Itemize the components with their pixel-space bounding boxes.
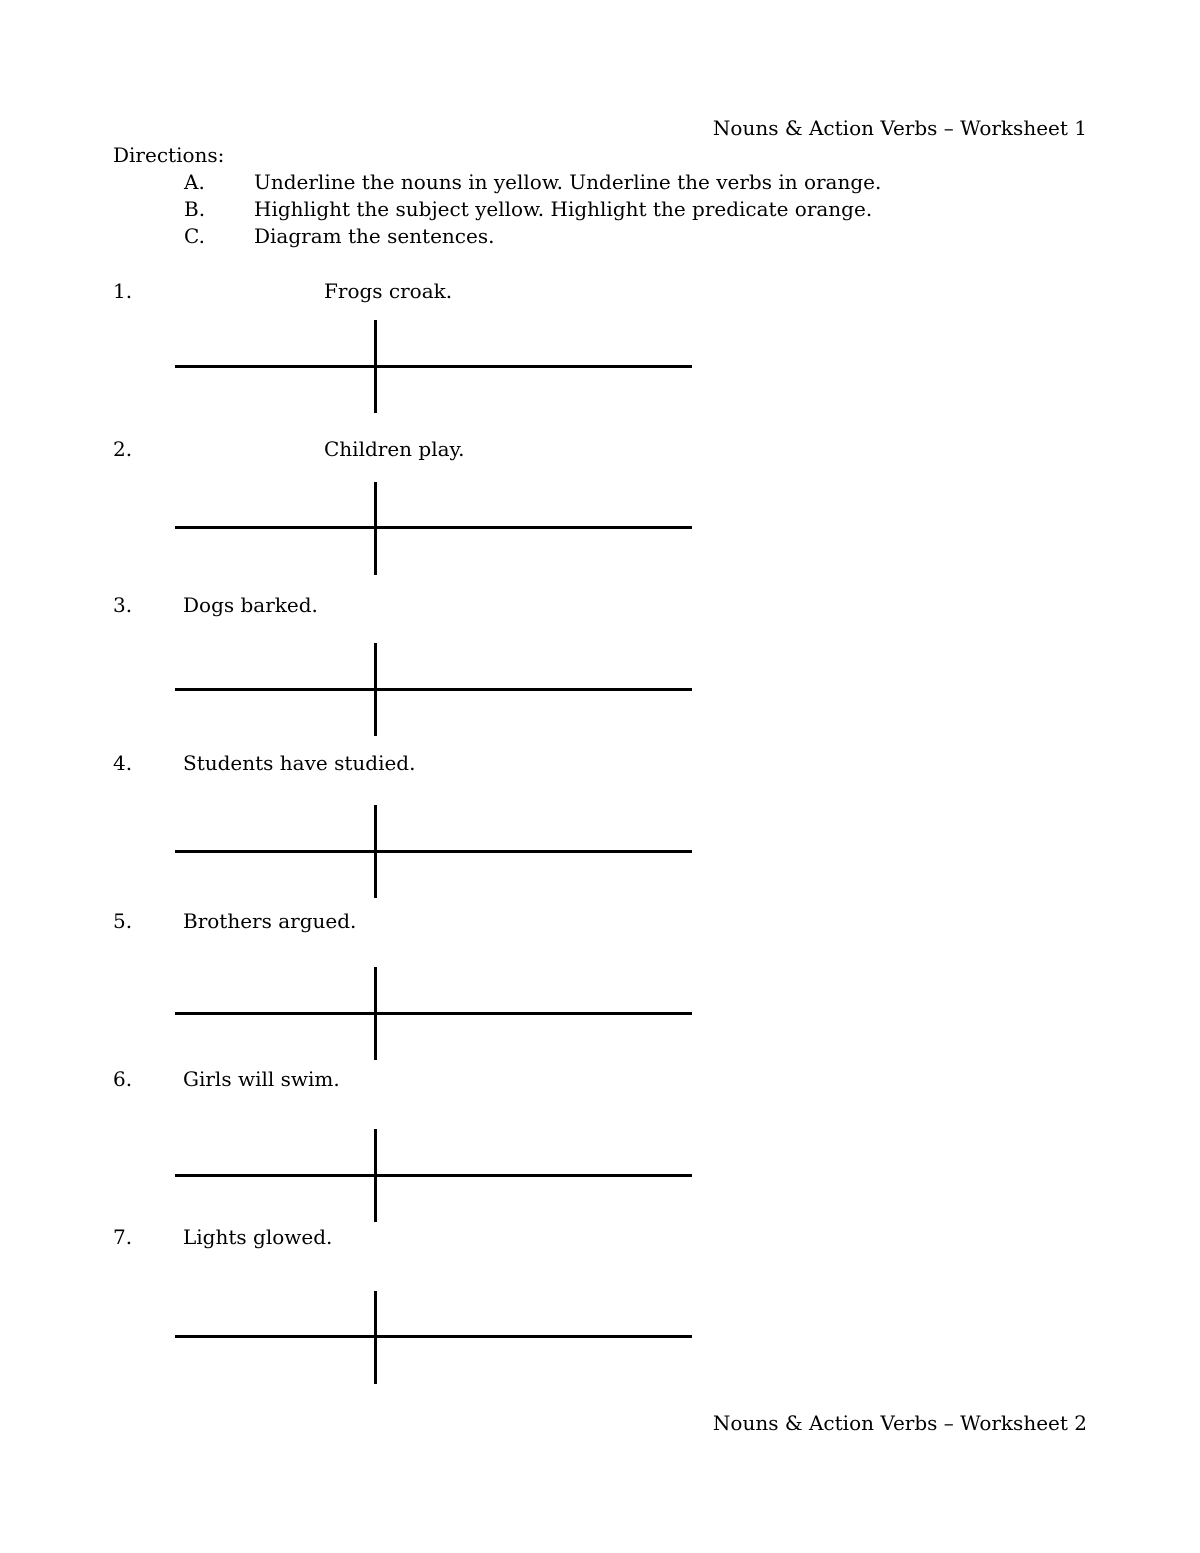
sentence-text: Lights glowed. <box>183 1225 333 1249</box>
next-worksheet-title: Nouns & Action Verbs – Worksheet 2 <box>712 1411 1087 1435</box>
diagram-baseline[interactable] <box>175 526 692 529</box>
direction-c-text: Diagram the sentences. <box>254 224 495 248</box>
direction-a-letter: A. <box>184 170 205 194</box>
sentence-text: Frogs croak. <box>324 279 453 303</box>
diagram-divider <box>374 320 377 413</box>
sentence-number: 1. <box>113 279 133 303</box>
diagram-baseline[interactable] <box>175 850 692 853</box>
sentence-text: Students have studied. <box>183 751 416 775</box>
sentence-text: Children play. <box>324 437 465 461</box>
directions-label: Directions: <box>113 143 225 167</box>
sentence-number: 7. <box>113 1225 133 1249</box>
diagram-baseline[interactable] <box>175 1012 692 1015</box>
sentence-number: 2. <box>113 437 133 461</box>
page-title: Nouns & Action Verbs – Worksheet 1 <box>712 116 1087 140</box>
sentence-text: Girls will swim. <box>183 1067 340 1091</box>
sentence-number: 6. <box>113 1067 133 1091</box>
direction-a-text: Underline the nouns in yellow. Underline the verbs in orange. <box>254 170 882 194</box>
diagram-divider <box>374 967 377 1060</box>
diagram-divider <box>374 482 377 575</box>
direction-b-letter: B. <box>184 197 206 221</box>
diagram-divider <box>374 805 377 898</box>
sentence-number: 3. <box>113 593 133 617</box>
diagram-baseline[interactable] <box>175 365 692 368</box>
sentence-text: Brothers argued. <box>183 909 357 933</box>
diagram-baseline[interactable] <box>175 688 692 691</box>
sentence-number: 4. <box>113 751 133 775</box>
diagram-divider <box>374 1129 377 1222</box>
diagram-divider <box>374 1291 377 1384</box>
direction-c-letter: C. <box>184 224 205 248</box>
diagram-divider <box>374 643 377 736</box>
sentence-number: 5. <box>113 909 133 933</box>
diagram-baseline[interactable] <box>175 1174 692 1177</box>
sentence-text: Dogs barked. <box>183 593 318 617</box>
direction-b-text: Highlight the subject yellow. Highlight the predicate orange. <box>254 197 873 221</box>
diagram-baseline[interactable] <box>175 1335 692 1338</box>
